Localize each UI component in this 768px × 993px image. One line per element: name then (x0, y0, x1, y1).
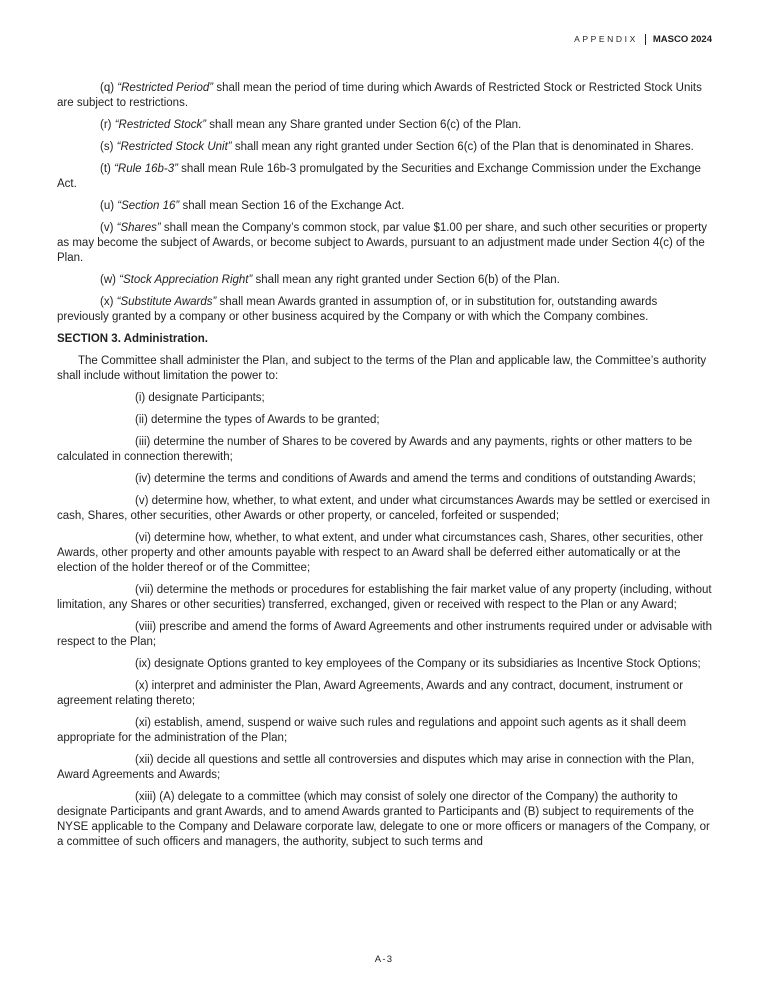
defined-term: “Restricted Stock” (114, 119, 207, 131)
paragraph (57, 118, 712, 133)
text-segment: (x) interpret and administer the Plan, Award Agreements, Awards and any contract, document, instrument or agreement relating thereto; (57, 680, 684, 707)
paragraph (57, 531, 712, 576)
text-segment: (i) designate Participants; (135, 392, 265, 404)
defined-term: “Shares” (116, 222, 161, 234)
text-segment: shall mean any Share granted under Section 6(c) of the Plan. (206, 119, 522, 131)
text-segment: The Committee shall administer the Plan, and subject to the terms of the Plan and applicable law, the Committee’s authority shall include without limitation the power to: (57, 355, 707, 382)
paragraph (57, 221, 712, 266)
appendix-label: APPENDIX (574, 34, 638, 44)
text-segment: (xi) establish, amend, suspend or waive such rules and regulations and appoint such agents as it shall deem appropriate for the administration of the Plan; (57, 717, 687, 744)
defined-term: “Section 16” (117, 200, 180, 212)
defined-term: “Restricted Stock Unit” (116, 141, 232, 153)
paragraph (57, 354, 712, 384)
text-segment: (iii) determine the number of Shares to be covered by Awards and any payments, rights or other matters to be calculated in connection therewith; (57, 436, 693, 463)
paragraph (57, 199, 712, 214)
paragraph (57, 273, 712, 288)
paragraph (57, 413, 712, 428)
text-segment: shall mean any right granted under Section 6(c) of the Plan that is denominated in Shares. (231, 141, 694, 153)
paragraph (57, 81, 712, 111)
header-divider (645, 34, 646, 45)
text-segment: shall mean the period of time during which Awards of Restricted Stock or Restricted Stock Units are subject to restrictions. (57, 82, 702, 109)
text-segment: (w) (100, 274, 120, 286)
paragraph (57, 790, 712, 850)
defined-term: “Rule 16b-3” (114, 163, 178, 175)
page-header (574, 34, 712, 45)
text-segment: (viii) prescribe and amend the forms of Award Agreements and other instruments required under or advisable with respect to the Plan; (57, 621, 712, 648)
defined-term: “Stock Appreciation Right” (119, 274, 253, 286)
text-segment: (v) determine how, whether, to what extent, and under what circumstances Awards may be settled or exercised in cash, Shares, other securities, other Awards or other property, or canceled, forfeited or suspended; (57, 495, 711, 522)
paragraph (57, 435, 712, 465)
paragraph (57, 753, 712, 783)
paragraph (57, 657, 712, 672)
section-heading (57, 332, 712, 347)
text-segment: (iv) determine the terms and conditions of Awards and amend the terms and conditions of outstanding Awards; (135, 473, 696, 485)
paragraph (57, 494, 712, 524)
paragraph (57, 620, 712, 650)
text-segment: shall mean Rule 16b-3 promulgated by the Securities and Exchange Commission under the Exchange Act. (57, 163, 701, 190)
text-segment: (r) (100, 119, 115, 131)
paragraph (57, 679, 712, 709)
document-title: MASCO 2024 (652, 34, 712, 45)
text-segment: shall mean the Company’s common stock, par value $1.00 per share, and such other securities or property as may become the subject of Awards, or become subject to Awards, pursuant to an adjustment made under Section 4(c) of the Plan. (57, 222, 708, 264)
page-number: A-3 (374, 954, 394, 965)
text-segment: SECTION 3. Administration. (57, 333, 209, 345)
text-segment: (u) (100, 200, 118, 212)
paragraph (57, 295, 712, 325)
text-segment: shall mean Section 16 of the Exchange Act. (179, 200, 405, 212)
defined-term: “Restricted Period” (117, 82, 214, 94)
text-segment: shall mean any right granted under Section 6(b) of the Plan. (252, 274, 560, 286)
text-segment: (ix) designate Options granted to key employees of the Company or its subsidiaries as Incentive Stock Options; (135, 658, 701, 670)
document-body (57, 81, 712, 857)
paragraph (57, 583, 712, 613)
text-segment: (q) (100, 82, 118, 94)
text-segment: (xiii) (A) delegate to a committee (which may consist of solely one director of the Company) the authority to designate Participants and grant Awards, and to amend Awards granted to Participants and (B) subject to requirements of the NYSE applicable to the Company and Delaware corporate law, delegate to one or more officers or managers of the Company, or a committee of such officers and managers, the authority, subject to such terms and (57, 791, 710, 848)
text-segment: (t) (100, 163, 115, 175)
text-segment: (s) (100, 141, 117, 153)
text-segment: (v) (100, 222, 117, 234)
text-segment: (ii) determine the types of Awards to be granted; (135, 414, 380, 426)
paragraph (57, 716, 712, 746)
paragraph (57, 472, 712, 487)
paragraph (57, 162, 712, 192)
text-segment: shall mean Awards granted in assumption of, or in substitution for, outstanding awards previously granted by a company or other business acquired by the Company or with which the Company combines. (57, 296, 658, 323)
text-segment: (xii) decide all questions and settle all controversies and disputes which may arise in connection with the Plan, Award Agreements and Awards; (57, 754, 695, 781)
defined-term: “Substitute Awards” (116, 296, 217, 308)
text-segment: (vi) determine how, whether, to what extent, and under what circumstances cash, Shares, other securities, other Awards, other property and other amounts payable with respect to an Award shall be deferred either automatically or at the election of the holder thereof or of the Committee; (57, 532, 704, 574)
text-segment: (x) (100, 296, 117, 308)
text-segment: (vii) determine the methods or procedures for establishing the fair market value of any property (including, without limitation, any Shares or other securities) transferred, exchanged, given or received with respect to the Plan or any Award; (57, 584, 712, 611)
paragraph (57, 391, 712, 406)
paragraph (57, 140, 712, 155)
